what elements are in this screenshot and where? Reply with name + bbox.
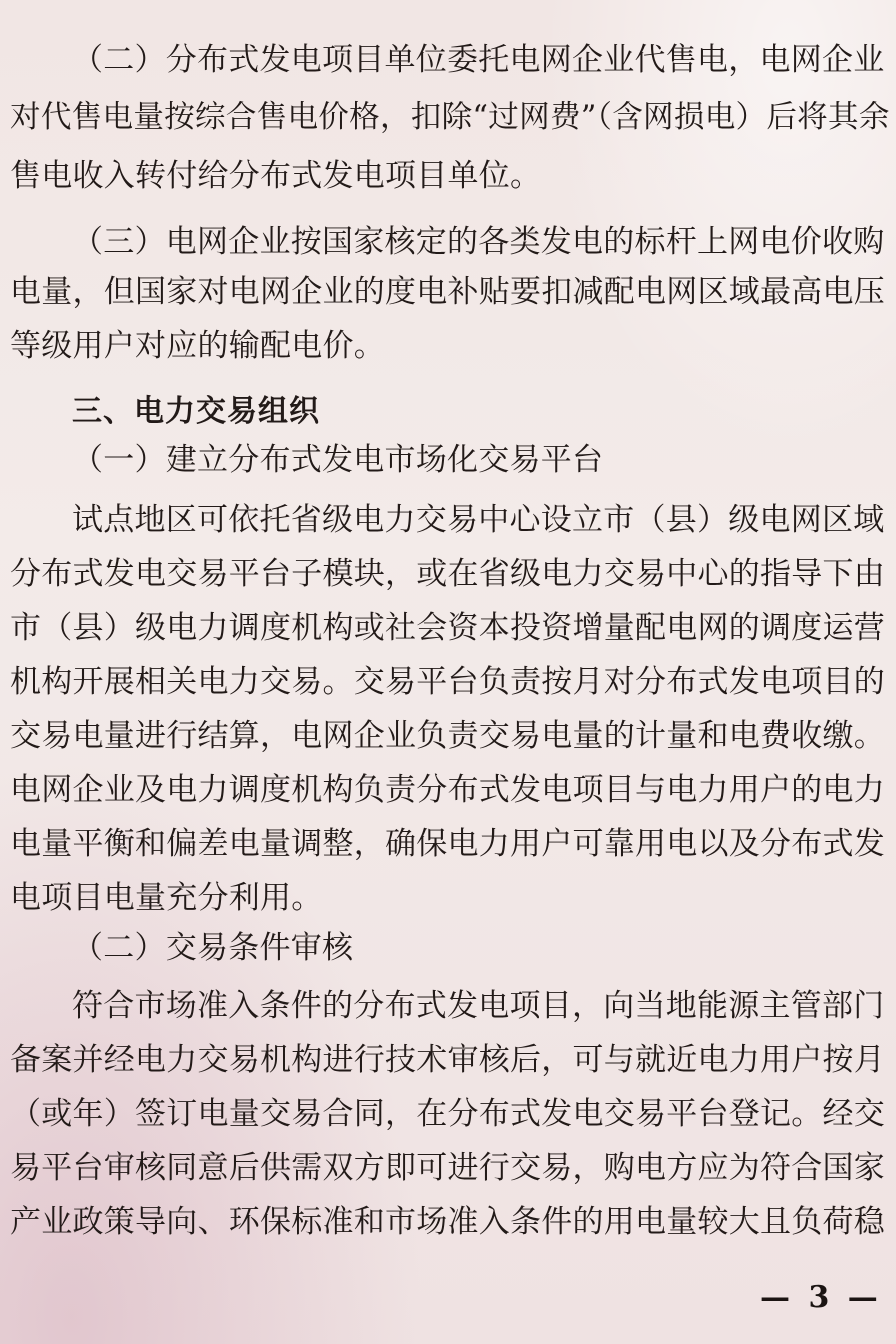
text-line: 电量，但国家对电网企业的度电补贴要扣减配电网区域最高电压 xyxy=(10,274,885,310)
text-line: 市（县）级电力调度机构或社会资本投资增量配电网的调度运营 xyxy=(10,610,885,646)
text-line: 试点地区可依托省级电力交易中心设立市（县）级电网区域 xyxy=(72,502,885,538)
text-line: （二）分布式发电项目单位委托电网企业代售电，电网企业 xyxy=(72,42,885,78)
text-line: （三）电网企业按国家核定的各类发电的标杆上网电价收购 xyxy=(72,224,885,260)
text-line: 产业政策导向、环保标准和市场准入条件的用电量较大且负荷稳 xyxy=(10,1204,885,1240)
text-line: 备案并经电力交易机构进行技术审核后，可与就近电力用户按月 xyxy=(10,1042,885,1078)
text-line: 易平台审核同意后供需双方即可进行交易，购电方应为符合国家 xyxy=(10,1150,885,1186)
subsection-heading: （一）建立分布式发电市场化交易平台 xyxy=(72,442,604,478)
text-line: 机构开展相关电力交易。交易平台负责按月对分布式发电项目的 xyxy=(10,664,885,700)
text-line: 交易电量进行结算，电网企业负责交易电量的计量和电费收缴。 xyxy=(10,718,885,754)
text-line: 分布式发电交易平台子模块，或在省级电力交易中心的指导下由 xyxy=(10,556,885,592)
text-line: 售电收入转付给分布式发电项目单位。 xyxy=(10,158,542,194)
subsection-heading: （二）交易条件审核 xyxy=(72,930,354,966)
text-line: 电项目电量充分利用。 xyxy=(10,880,323,916)
text-line: 符合市场准入条件的分布式发电项目，向当地能源主管部门 xyxy=(72,988,885,1024)
section-heading: 三、电力交易组织 xyxy=(72,394,320,429)
text-line: （或年）签订电量交易合同，在分布式发电交易平台登记。经交 xyxy=(10,1096,885,1132)
page-number: — 3 — xyxy=(760,1280,882,1315)
text-line: 电网企业及电力调度机构负责分布式发电项目与电力用户的电力 xyxy=(10,772,885,808)
text-line: 电量平衡和偏差电量调整，确保电力用户可靠用电以及分布式发 xyxy=(10,826,885,862)
text-line: 等级用户对应的输配电价。 xyxy=(10,328,385,364)
text-line: 对代售电量按综合售电价格，扣除“过网费”（含网损电）后将其余 xyxy=(10,100,890,135)
